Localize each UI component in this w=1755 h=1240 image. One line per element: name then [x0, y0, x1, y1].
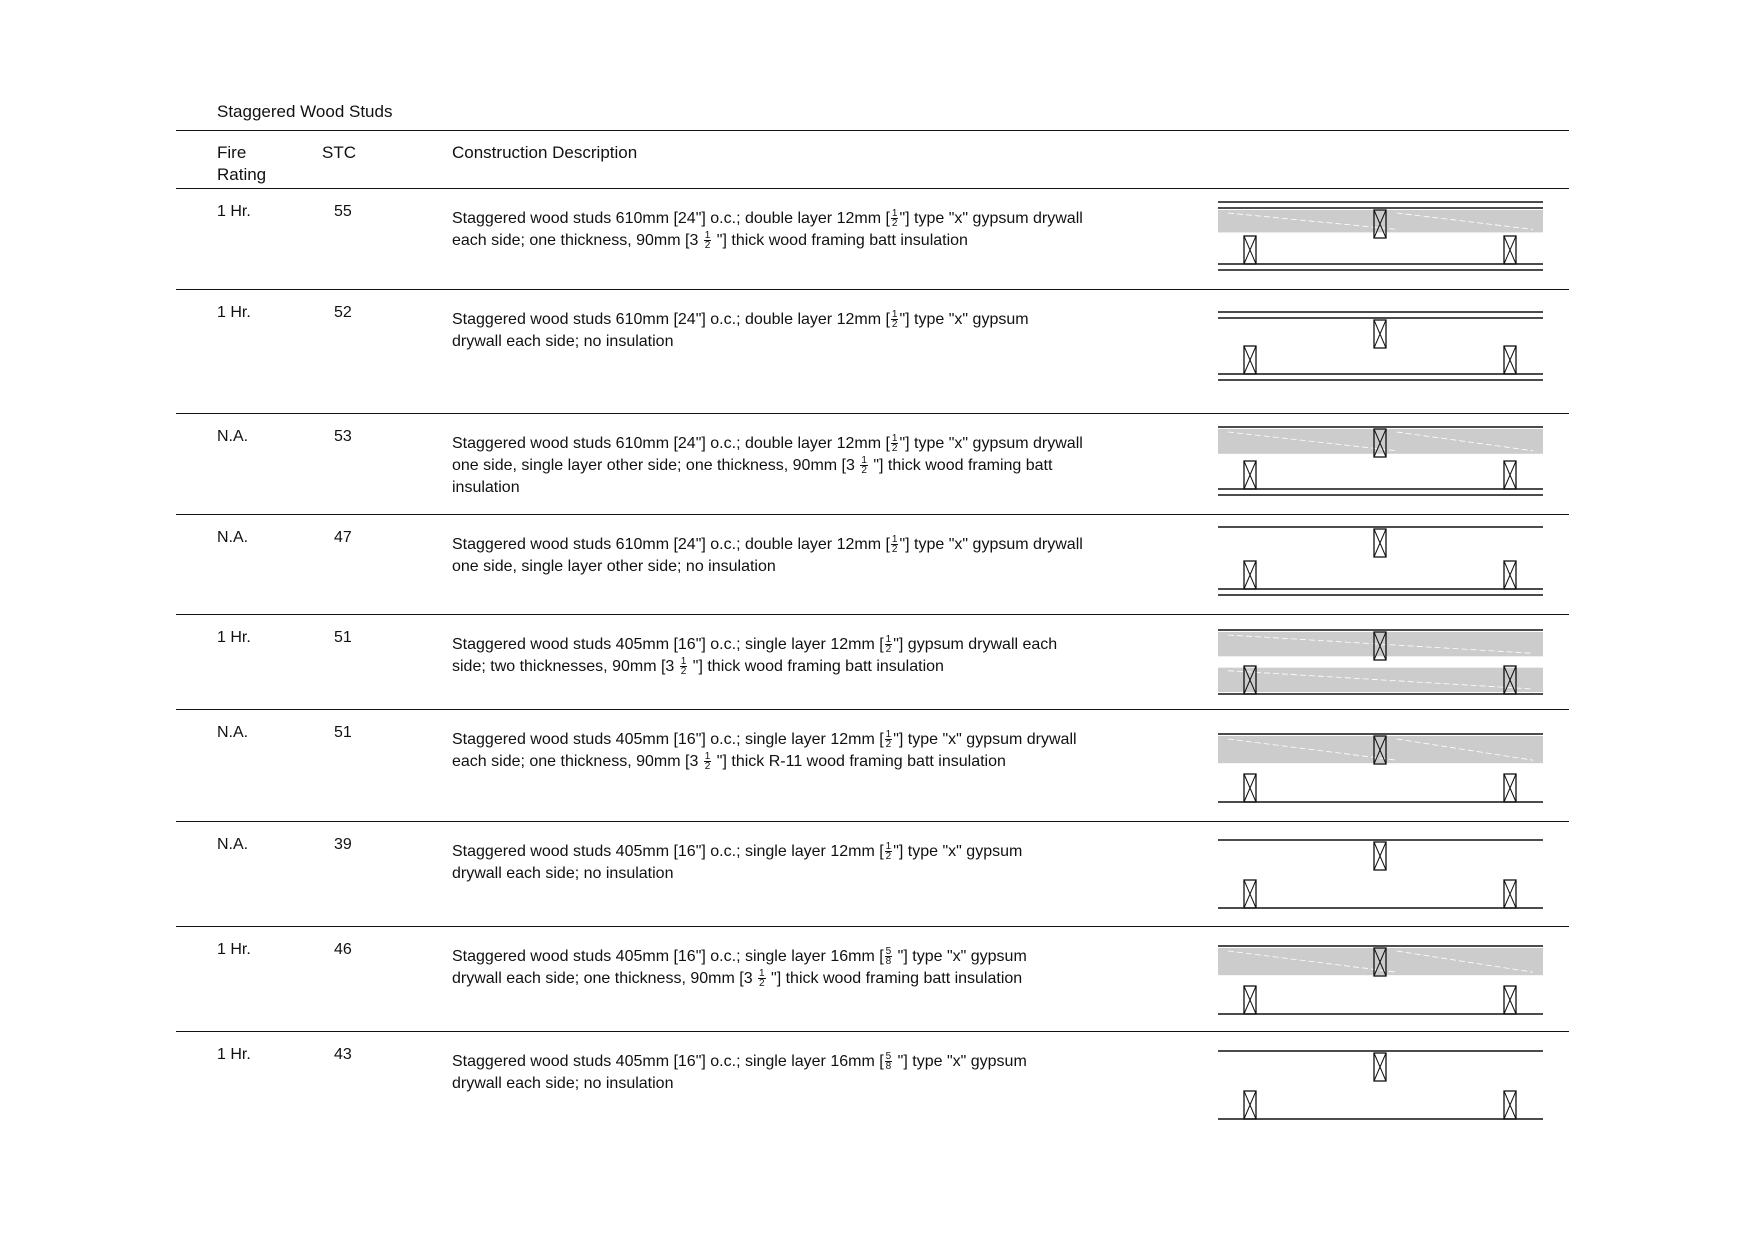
description-text: Staggered wood studs 405mm [16"] o.c.; single layer 12mm [: [452, 843, 884, 860]
description-text: Staggered wood studs 405mm [16"] o.c.; single layer 12mm [: [452, 636, 884, 653]
description-line: [452, 751, 1122, 773]
batt-insulation: [1218, 668, 1543, 692]
header-top-rule: [176, 130, 1569, 131]
fraction-denominator: 8: [885, 956, 892, 968]
fraction: [891, 535, 899, 554]
description-text: side; two thicknesses, 90mm [3: [452, 658, 679, 675]
wood-stud: [1504, 461, 1516, 489]
wood-stud: [1244, 236, 1256, 264]
fraction: [704, 752, 712, 771]
description-cell: [452, 433, 1122, 499]
stc-cell: 51: [334, 724, 352, 741]
fraction: [758, 969, 766, 988]
fraction-denominator: 2: [759, 978, 765, 990]
wood-stud: [1244, 346, 1256, 374]
wood-stud: [1504, 986, 1516, 1014]
description-text: "] thick wood framing batt insulation: [712, 232, 968, 249]
description-text: "] type "x" gypsum: [893, 843, 1023, 860]
description-cell: [452, 729, 1122, 773]
fraction: [885, 730, 893, 749]
description-cell: [452, 946, 1122, 990]
fraction-numerator: 1: [891, 534, 898, 546]
description-text: Staggered wood studs 610mm [24"] o.c.; double layer 12mm [: [452, 435, 890, 452]
row-divider: [176, 413, 1569, 414]
description-text: drywall each side; no insulation: [452, 1075, 674, 1092]
wood-stud: [1504, 774, 1516, 802]
fraction-numerator: 1: [891, 309, 898, 321]
stc-cell: 47: [334, 529, 352, 546]
description-line: [452, 946, 1122, 968]
wall-section-diagram: [1218, 525, 1543, 610]
description-text: "] type "x" gypsum drywall: [899, 210, 1083, 227]
fraction-denominator: 2: [885, 851, 892, 863]
description-line: [452, 968, 1122, 990]
description-text: "] type "x" gypsum drywall: [899, 536, 1083, 553]
wood-stud: [1244, 561, 1256, 589]
fraction-denominator: 2: [891, 218, 898, 230]
description-line: [452, 433, 1122, 455]
description-cell: [452, 634, 1122, 678]
description-line: [452, 230, 1122, 252]
stc-cell: 43: [334, 1046, 352, 1063]
description-line: [452, 331, 1122, 353]
description-line: [452, 208, 1122, 230]
description-text: insulation: [452, 479, 520, 496]
fraction-denominator: 2: [704, 761, 711, 773]
description-text: "] thick wood framing batt insulation: [688, 658, 944, 675]
wall-section-diagram: [1218, 200, 1543, 285]
description-cell: [452, 1051, 1122, 1095]
fraction-numerator: 5: [885, 1051, 892, 1063]
fire-rating-cell: N.A.: [217, 724, 249, 741]
wood-stud: [1504, 561, 1516, 589]
description-line: [452, 634, 1122, 656]
fraction-numerator: 1: [861, 455, 867, 467]
fire-rating-cell: N.A.: [217, 836, 249, 853]
fraction-denominator: 8: [885, 1061, 892, 1073]
fraction-denominator: 2: [891, 544, 898, 556]
wall-section-diagram: [1218, 310, 1543, 395]
fire-rating-cell: 1 Hr.: [217, 203, 251, 220]
wall-section-diagram: [1218, 838, 1543, 923]
fraction-denominator: 2: [891, 319, 898, 331]
wood-stud: [1374, 842, 1386, 870]
wall-section-diagram: [1218, 1049, 1543, 1134]
wall-section-diagram: [1218, 425, 1543, 510]
row-divider: [176, 289, 1569, 290]
fraction-numerator: 1: [891, 433, 898, 445]
description-text: "] type "x" gypsum drywall: [899, 435, 1083, 452]
fraction-numerator: 1: [680, 656, 687, 668]
description-cell: [452, 309, 1122, 353]
wood-stud: [1244, 1091, 1256, 1119]
fraction: [860, 456, 868, 475]
wood-stud: [1374, 529, 1386, 557]
description-text: drywall each side; no insulation: [452, 865, 674, 882]
wood-stud: [1504, 346, 1516, 374]
description-text: "] type "x" gypsum drywall: [893, 731, 1077, 748]
fraction: [680, 657, 688, 676]
description-text: one side, single layer other side; one thickness, 90mm [3: [452, 457, 860, 474]
description-cell: [452, 208, 1122, 252]
fraction: [885, 635, 893, 654]
table-title: Staggered Wood Studs: [217, 102, 393, 121]
fraction: [891, 434, 899, 453]
description-line: [452, 309, 1122, 331]
description-line: [452, 477, 1122, 499]
fraction-denominator: 2: [885, 739, 892, 751]
fraction-denominator: 2: [704, 240, 711, 252]
header-fire-line2: Rating: [217, 165, 267, 184]
fraction-denominator: 2: [891, 443, 898, 455]
wood-stud: [1504, 236, 1516, 264]
wall-section-svg: [1218, 838, 1543, 918]
description-text: "] thick wood framing batt insulation: [766, 970, 1023, 987]
stc-cell: 53: [334, 428, 352, 445]
fraction-denominator: 2: [885, 644, 892, 656]
fraction-numerator: 1: [885, 729, 892, 741]
header-fire-rating: [217, 142, 266, 186]
wall-section-diagram: [1218, 628, 1543, 713]
wood-stud: [1504, 1091, 1516, 1119]
wall-section-diagram: [1218, 944, 1543, 1029]
description-text: drywall each side; one thickness, 90mm [3: [452, 970, 758, 987]
wood-stud: [1374, 1053, 1386, 1081]
description-line: [452, 534, 1122, 556]
row-divider: [176, 1031, 1569, 1032]
description-line: [452, 1051, 1122, 1073]
description-cell: [452, 841, 1122, 885]
row-divider: [176, 514, 1569, 515]
description-line: [452, 455, 1122, 477]
description-text: one side, single layer other side; no insulation: [452, 558, 776, 575]
header-description: Construction Description: [452, 143, 638, 162]
fraction-denominator: 2: [680, 666, 687, 678]
description-text: each side; one thickness, 90mm [3: [452, 232, 703, 249]
fraction: [885, 1052, 893, 1071]
description-text: Staggered wood studs 610mm [24"] o.c.; double layer 12mm [: [452, 210, 890, 227]
wall-section-svg: [1218, 310, 1543, 390]
stc-cell: 39: [334, 836, 352, 853]
wall-section-diagram: [1218, 732, 1543, 817]
wood-stud: [1244, 461, 1256, 489]
wall-section-svg: [1218, 628, 1543, 708]
description-line: [452, 729, 1122, 751]
wall-section-svg: [1218, 200, 1543, 280]
fraction-numerator: 5: [885, 946, 892, 958]
wall-section-svg: [1218, 944, 1543, 1024]
wood-stud: [1374, 320, 1386, 348]
wood-stud: [1244, 986, 1256, 1014]
fraction: [885, 842, 893, 861]
fire-rating-cell: 1 Hr.: [217, 941, 251, 958]
stc-cell: 52: [334, 304, 352, 321]
description-text: Staggered wood studs 405mm [16"] o.c.; single layer 12mm [: [452, 731, 884, 748]
description-text: "] type "x" gypsum: [893, 1053, 1027, 1070]
wall-section-svg: [1218, 732, 1543, 812]
description-line: [452, 863, 1122, 885]
fraction-numerator: 1: [759, 968, 765, 980]
header-fire-line1: Fire: [217, 143, 247, 162]
fraction-numerator: 1: [885, 634, 892, 646]
header-stc: STC: [322, 143, 356, 162]
description-line: [452, 656, 1122, 678]
fire-rating-cell: N.A.: [217, 428, 249, 445]
fire-rating-cell: 1 Hr.: [217, 304, 251, 321]
fraction: [704, 231, 712, 250]
header-bottom-rule: [176, 188, 1569, 189]
description-text: Staggered wood studs 610mm [24"] o.c.; double layer 12mm [: [452, 311, 890, 328]
stc-cell: 46: [334, 941, 352, 958]
fraction-numerator: 1: [885, 841, 892, 853]
row-divider: [176, 926, 1569, 927]
fraction-denominator: 2: [861, 465, 867, 477]
wall-section-svg: [1218, 525, 1543, 605]
batt-insulation: [1218, 210, 1543, 232]
description-line: [452, 841, 1122, 863]
fire-rating-cell: 1 Hr.: [217, 1046, 251, 1063]
stc-cell: 51: [334, 629, 352, 646]
fraction-numerator: 1: [704, 230, 711, 242]
wood-stud: [1504, 880, 1516, 908]
description-cell: [452, 534, 1122, 578]
description-text: "] type "x" gypsum: [899, 311, 1029, 328]
fire-rating-cell: 1 Hr.: [217, 629, 251, 646]
fraction-numerator: 1: [704, 751, 711, 763]
description-line: [452, 556, 1122, 578]
wood-stud: [1244, 774, 1256, 802]
description-text: Staggered wood studs 610mm [24"] o.c.; double layer 12mm [: [452, 536, 890, 553]
fire-rating-cell: N.A.: [217, 529, 249, 546]
description-line: [452, 1073, 1122, 1095]
description-text: "] type "x" gypsum: [893, 948, 1027, 965]
description-text: Staggered wood studs 405mm [16"] o.c.; single layer 16mm [: [452, 1053, 884, 1070]
description-text: "] thick wood framing batt: [868, 457, 1053, 474]
description-text: Staggered wood studs 405mm [16"] o.c.; single layer 16mm [: [452, 948, 884, 965]
fraction-numerator: 1: [891, 208, 898, 220]
description-text: each side; one thickness, 90mm [3: [452, 753, 703, 770]
stc-cell: 55: [334, 203, 352, 220]
wood-stud: [1244, 880, 1256, 908]
fraction: [891, 310, 899, 329]
description-text: drywall each side; no insulation: [452, 333, 674, 350]
row-divider: [176, 614, 1569, 615]
fraction: [885, 947, 893, 966]
wall-section-svg: [1218, 425, 1543, 505]
fraction: [891, 209, 899, 228]
row-divider: [176, 821, 1569, 822]
description-text: "] gypsum drywall each: [893, 636, 1058, 653]
wall-section-svg: [1218, 1049, 1543, 1129]
description-text: "] thick R-11 wood framing batt insulation: [712, 753, 1006, 770]
